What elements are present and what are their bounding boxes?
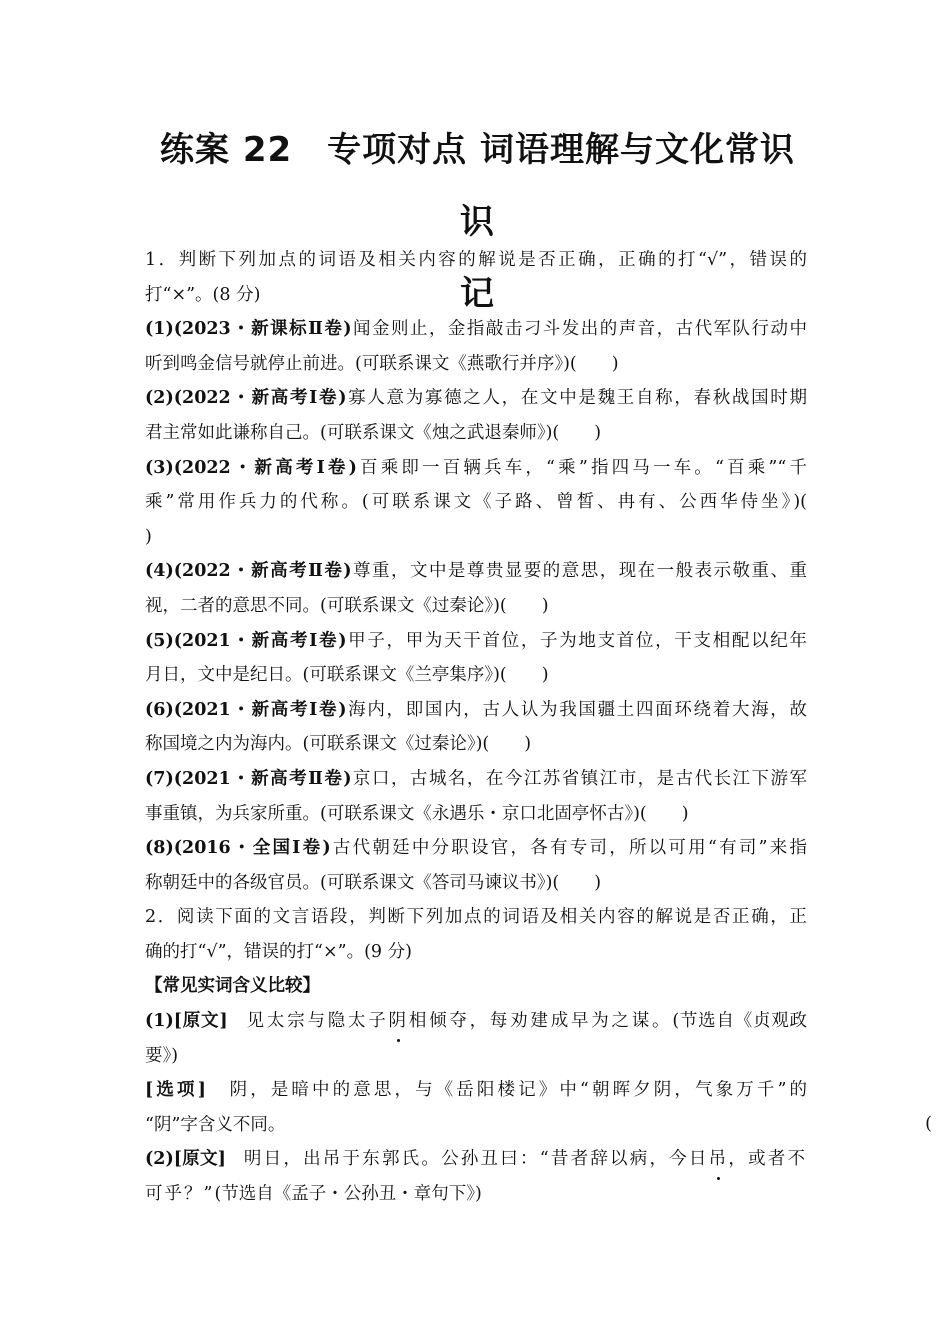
original-source: (节选自《孟子・公孙丑・章句下》) <box>214 1184 482 1205</box>
q2-sub-1 <box>145 1004 807 1142</box>
item-source: (4)(2022・新高考Ⅱ卷) <box>145 561 352 582</box>
original-source-line-2: 要》) <box>145 1045 179 1066</box>
q1-item-1 <box>145 312 807 381</box>
q1-stem-line-1: 1．判断下列加点的词语及相关内容的解说是否正确，正确的打“√”，错误的 <box>145 250 807 270</box>
answer-paren: ( <box>925 1114 932 1134</box>
item-source: (7)(2021・新高考Ⅱ卷) <box>145 768 352 789</box>
q2-stem-line-2: 确的打“√”，错误的打“×”。(9 分) <box>145 941 412 962</box>
dotted-word: 阴 <box>389 1004 409 1039</box>
q2-stem-line-1: 2．阅读下面的文言语段，判断下列加点的词语及相关内容的解说是否正确，正 <box>145 907 807 928</box>
item-text-line-2: 乘”常用作兵力的代称。(可联系课文《子路、曾皙、冉有、公西华侍坐》)( <box>145 492 807 513</box>
item-text-line-2: 君主常如此谦称自己。(可联系课文《烛之武退秦师》)( ) <box>145 422 602 443</box>
title-line-2: 记 <box>460 274 495 314</box>
item-text: 百乘即一百辆兵车，“乘”指四马一车。“百乘”“千 <box>356 457 807 478</box>
section-heading: 【常见实词含义比较】 <box>145 976 320 997</box>
option-text: 阴，是暗中的意思，与《岳阳楼记》中“朝晖夕阴，气象万千”的 <box>229 1080 807 1101</box>
item-text: 古代朝廷中分职设官，各有专司，所以可用“有司”来指 <box>330 838 807 859</box>
item-text-line-2: 事重镇，为兵家所重。(可联系课文《永遇乐・京口北固亭怀古》)( ) <box>145 803 689 824</box>
q2-sub-2 <box>145 1142 807 1211</box>
exercise-content <box>145 243 807 1212</box>
original-source: (节选自《贞观政 <box>672 1011 808 1032</box>
dotted-word: 吊 <box>709 1142 729 1177</box>
q1-item-5 <box>145 624 807 693</box>
q1-stem-line-2: 打“×”。(8 分) <box>145 284 261 305</box>
item-text: 闻金则止，金指敲击刁斗发出的声音，古代军队行动中 <box>351 319 807 340</box>
original-text-line-2: 可乎？” <box>145 1184 215 1205</box>
item-text: 寡人意为寡德之人，在文中是魏王自称，春秋战国时期 <box>346 388 807 409</box>
item-source: (5)(2021・新高考Ⅰ卷) <box>145 630 347 651</box>
item-text: 甲子，甲为天干首位，子为地支首位，干支相配以纪年 <box>346 630 807 651</box>
original-text-cont: 相倾夺，每劝建成早为之谋。 <box>408 1011 673 1032</box>
item-text: 尊重，文中是尊贵显要的意思，现在一般表示敬重、重 <box>351 561 807 582</box>
q1-item-3 <box>145 451 807 555</box>
q1-item-4 <box>145 554 807 623</box>
q1-item-7 <box>145 762 807 831</box>
original-text: 见太宗与隐太子 <box>246 1011 389 1032</box>
title-line-1: 练案 22 专项对点 词语理解与文化常识识 <box>160 130 795 242</box>
item-text: 京口，古城名，在今江苏省镇江市，是古代长江下游军 <box>351 768 807 789</box>
item-text-line-2: 视，二者的意思不同。(可联系课文《过秦论》)( ) <box>145 595 549 616</box>
original-label: (1)[原文] <box>145 1011 228 1032</box>
item-text: 海内，即国内，古人认为我国疆土四面环绕着大海，故 <box>346 699 807 720</box>
option-text-line-2: “阴”字含义不同。 <box>145 1114 286 1135</box>
q1-item-2 <box>145 381 807 450</box>
q1-item-8 <box>145 831 807 900</box>
original-label: (2)[原文] <box>145 1149 226 1170</box>
item-source: (1)(2023・新课标Ⅱ卷) <box>145 319 352 340</box>
item-source: (2)(2022・新高考Ⅰ卷) <box>145 388 347 409</box>
item-text-line-2: 称朝廷中的各级官员。(可联系课文《答司马谏议书》)( ) <box>145 872 602 893</box>
item-text-line-3: ) <box>145 526 152 547</box>
item-text-line-2: 听到鸣金信号就停止前进。(可联系课文《燕歌行并序》)( ) <box>145 353 619 374</box>
item-text-line-2: 称国境之内为海内。(可联系课文《过秦论》)( ) <box>145 734 532 755</box>
option-label: [选项] <box>145 1080 206 1101</box>
item-source: (6)(2021・新高考Ⅰ卷) <box>145 699 347 720</box>
item-text-line-2: 月日，文中是纪日。(可联系课文《兰亭集序》)( ) <box>145 665 549 686</box>
q1-item-6 <box>145 693 807 762</box>
item-source: (3)(2022・新高考Ⅰ卷) <box>145 457 357 478</box>
original-text-cont: ，或者不 <box>728 1149 808 1170</box>
original-text: 明日，出吊于东郭氏。公孙丑曰：“昔者辞以病，今日 <box>243 1149 709 1170</box>
item-source: (8)(2016・全国Ⅰ卷) <box>145 838 331 859</box>
